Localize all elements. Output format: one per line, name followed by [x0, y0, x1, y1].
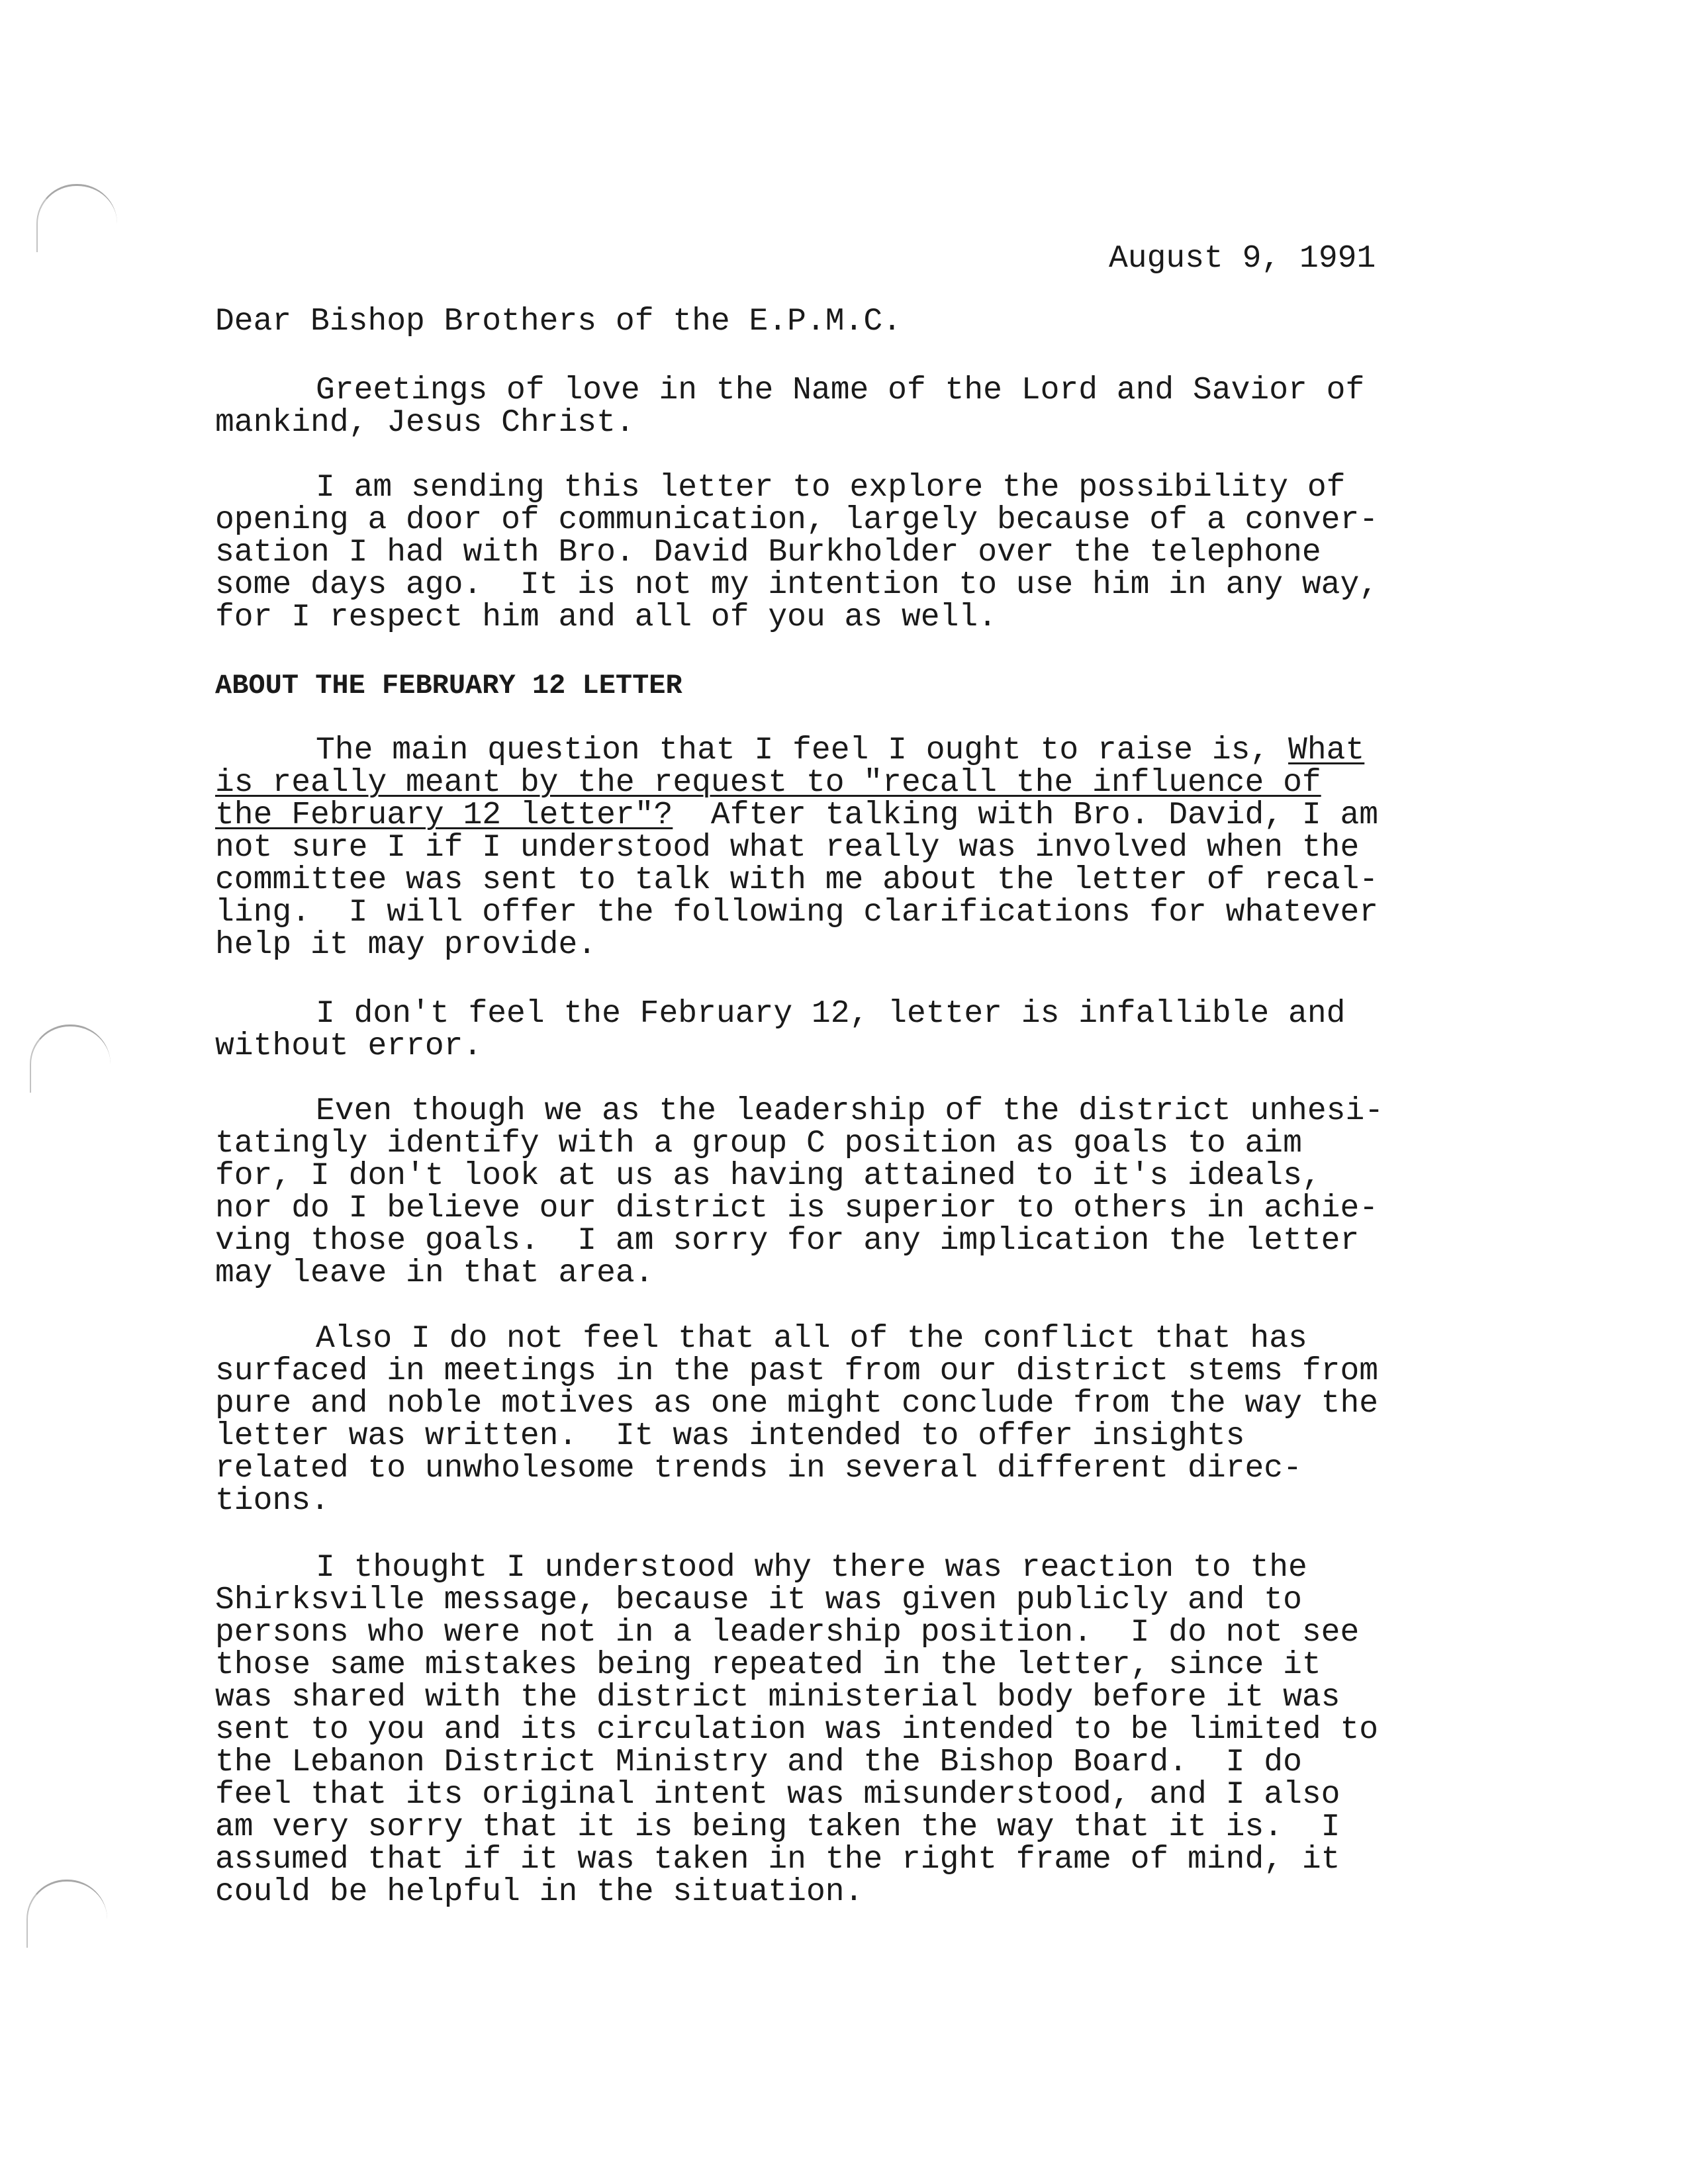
paragraph-line: I don't feel the February 12, letter is infallible and: [316, 996, 1346, 1032]
paragraph-line: I am sending this letter to explore the possibility of: [316, 470, 1346, 506]
paragraph-line: mankind, Jesus Christ.: [215, 405, 635, 441]
salutation: Dear Bishop Brothers of the E.P.M.C.: [215, 304, 902, 340]
paragraph-line: letter was written. It was intended to offer insights: [215, 1418, 1245, 1454]
paragraph-line: tatingly identify with a group C position as goals to aim: [215, 1126, 1302, 1161]
paragraph-line: pure and noble motives as one might conclude from the way the: [215, 1386, 1379, 1422]
paragraph-line: help it may provide.: [215, 927, 597, 963]
paragraph-line: Even though we as the leadership of the district unhesi-: [316, 1093, 1384, 1129]
paragraph-line: feel that its original intent was misunderstood, and I also: [215, 1777, 1340, 1813]
paragraph-line: some days ago. It is not my intention to use him in any way,: [215, 567, 1379, 603]
underlined-question: the February 12 letter"?: [215, 797, 673, 833]
paragraph-line: surfaced in meetings in the past from our district stems from: [215, 1353, 1379, 1389]
paragraph-line: sation I had with Bro. David Burkholder over the telephone: [215, 535, 1321, 570]
paragraph-line: committee was sent to talk with me about the letter of recal-: [215, 862, 1379, 898]
paragraph-line: may leave in that area.: [215, 1255, 654, 1291]
paragraph-text: After talking with Bro. David, I am: [673, 797, 1379, 833]
paragraph-line: ling. I will offer the following clarifications for whatever: [215, 895, 1379, 931]
punch-hole-mark: [26, 1880, 107, 1948]
paragraph-line: was shared with the district ministerial body before it was: [215, 1680, 1340, 1715]
underlined-question: What: [1288, 733, 1365, 768]
paragraph-line: persons who were not in a leadership position. I do not see: [215, 1615, 1360, 1651]
paragraph-line: those same mistakes being repeated in the letter, since it: [215, 1647, 1321, 1683]
paragraph-line: am very sorry that it is being taken the way that it is. I: [215, 1809, 1340, 1845]
paragraph-line: Shirksville message, because it was given publicly and to: [215, 1582, 1302, 1618]
paragraph-line: tions.: [215, 1483, 330, 1519]
underlined-question: is really meant by the request to "recall the influence of: [215, 765, 1321, 801]
paragraph-line: I thought I understood why there was reaction to the: [316, 1550, 1307, 1586]
paragraph-line: [215, 799, 1378, 832]
paragraph-line: assumed that if it was taken in the right frame of mind, it: [215, 1842, 1340, 1878]
punch-hole-mark: [30, 1024, 111, 1093]
paragraph-line: Greetings of love in the Name of the Lord and Savior of: [316, 373, 1365, 408]
paragraph-line: without error.: [215, 1028, 483, 1064]
paragraph-line: opening a door of communication, largely because of a conver-: [215, 502, 1379, 538]
paragraph-line: for I respect him and all of you as well.: [215, 600, 997, 635]
paragraph-line: related to unwholesome trends in several different direc-: [215, 1451, 1302, 1486]
paragraph-line: [215, 767, 1321, 799]
section-heading: ABOUT THE FEBRUARY 12 LETTER: [215, 670, 682, 702]
paragraph-line: nor do I believe our district is superior to others in achie-: [215, 1191, 1379, 1226]
punch-hole-mark: [36, 184, 117, 252]
paragraph-line: for, I don't look at us as having attained to it's ideals,: [215, 1158, 1321, 1194]
letter-date: August 9, 1991: [1109, 241, 1376, 277]
paragraph-line: could be helpful in the situation.: [215, 1874, 864, 1910]
paragraph-text: The main question that I feel I ought to raise is,: [316, 733, 1289, 768]
paragraph-line: sent to you and its circulation was intended to be limited to: [215, 1712, 1379, 1748]
paragraph-line: not sure I if I understood what really was involved when the: [215, 830, 1360, 866]
paragraph-line: ving those goals. I am sorry for any implication the letter: [215, 1223, 1360, 1259]
paragraph-line: the Lebanon District Ministry and the Bishop Board. I do: [215, 1745, 1302, 1780]
paragraph-line: [215, 735, 1364, 767]
paragraph-line: Also I do not feel that all of the conflict that has: [316, 1321, 1307, 1357]
